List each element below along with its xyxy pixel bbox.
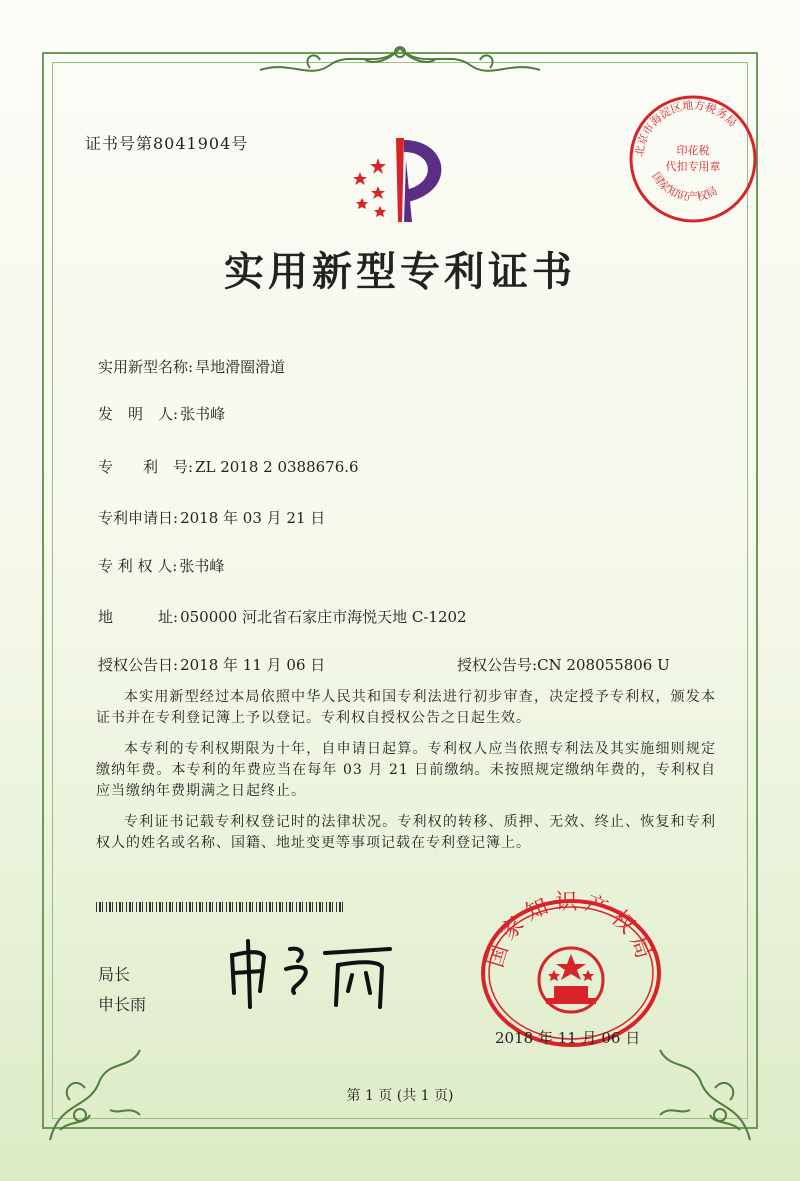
small-seal-ring-text: 北京市海淀区地方税务局: [632, 98, 740, 158]
patentee-label: 专 利 权 人:: [98, 557, 178, 575]
certificate-number: 证书号第8041904号: [85, 134, 249, 153]
announce-date-value: 2018 年 11 月 06 日: [180, 656, 326, 674]
address-row: [98, 606, 467, 627]
application-date-row: [98, 507, 325, 528]
announce-date-label: 授权公告日:: [98, 656, 179, 674]
name-label: 实用新型名称:: [98, 358, 194, 376]
big-seal-ring-text: 国家知识产权局: [483, 889, 659, 971]
announce-number-value: CN 208055806 U: [537, 656, 670, 674]
small-seal-center-2: 代扣专用章: [665, 160, 721, 173]
director-signature: [220, 935, 400, 1010]
utility-model-name-row: [98, 356, 285, 377]
patent-number-value: ZL 2018 2 0388676.6: [195, 458, 359, 476]
application-date-value: 2018 年 03 月 21 日: [180, 509, 326, 527]
patent-number-row: [98, 456, 359, 477]
patent-office-logo: [338, 130, 458, 230]
patentee-row: [98, 555, 224, 576]
paragraph-grant: 本实用新型经过本局依照中华人民共和国专利法进行初步审查，决定授予专利权，颁发本证书并在专利登记簿上予以登记。专利权自授权公告之日起生效。: [96, 689, 716, 726]
top-ornament: [250, 40, 550, 90]
name-value: 旱地滑圈滑道: [195, 358, 286, 376]
national-emblem-icon: [539, 948, 603, 1012]
patent-number-label: 专 利 号:: [98, 458, 194, 476]
grant-date: 2018 年 11 月 06 日: [495, 1029, 641, 1047]
barcode: [96, 902, 346, 912]
national-ip-office-seal: [476, 888, 666, 1048]
page-number: 第 1 页 (共 1 页): [346, 1088, 454, 1104]
address-value: 050000 河北省石家庄市海悦天地 C-1202: [180, 608, 467, 626]
director-name: 申长雨: [98, 995, 147, 1014]
announce-date-row: [98, 654, 325, 675]
small-seal-center-1: 印花税: [676, 144, 710, 157]
inventor-row: [98, 403, 225, 424]
svg-text:国家知识产权局: [649, 170, 719, 204]
inventor-value: 张书峰: [180, 405, 226, 423]
inventor-label: 发 明 人:: [98, 405, 179, 423]
address-label: 地 址:: [98, 608, 179, 626]
tax-stamp-seal: [626, 92, 760, 226]
director-title: 局长: [98, 965, 131, 984]
application-date-label: 专利申请日:: [98, 509, 179, 527]
patentee-value: 张书峰: [179, 557, 225, 575]
certificate-title: 实用新型专利证书: [224, 248, 576, 295]
small-seal-bottom-text: 国家知识产权局: [649, 169, 720, 204]
announce-number-label: 授权公告号:: [457, 656, 538, 674]
announce-number-row: [457, 654, 670, 675]
paragraph-term: 本专利的专利权期限为十年，自申请日起算。专利权人应当依照专利法及其实施细则规定缴纳年费。本专利的年费应当在每年 03 月 21 日前缴纳。未按照规定缴纳年费的，专利权自应当缴纳年费期满之日起终止。: [96, 741, 716, 799]
paragraph-legal-status: 专利证书记载专利权登记时的法律状况。专利权的转移、质押、无效、终止、恢复和专利权人的姓名或名称、国籍、地址变更等事项记载在专利登记簿上。: [96, 814, 716, 851]
